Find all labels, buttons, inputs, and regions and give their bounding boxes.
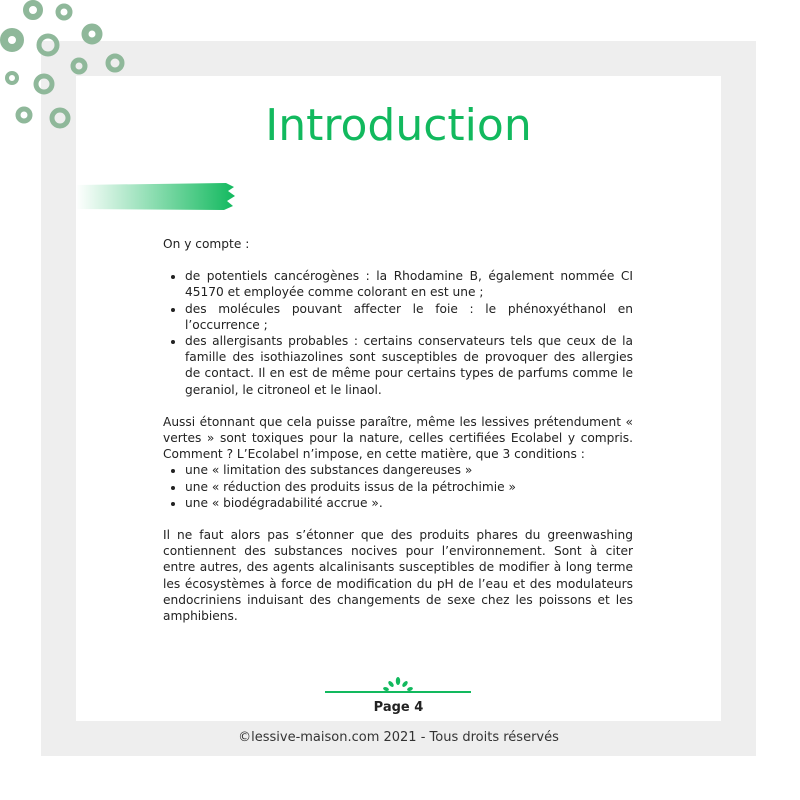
list-item: • une « limitation des substances dangereuses » [185,462,633,478]
sprout-divider-icon [325,676,471,696]
body-text [163,236,633,624]
ecolabel-paragraph: Aussi étonnant que cela puisse paraître, même les lessives prétendument « vertes » sont toxiques pour la nature, celles certifiées Ecolabel y compris. Comment ? L’Ecolabel n’impose, en cette matière, que 3 conditions : [163,414,633,462]
list-item: • de potentiels cancérogènes : la Rhodamine B, également nommée CI 45170 et employée comme colorant en est une ; [185,268,633,300]
list-item: • des molécules pouvant affecter le foie : le phénoxyéthanol en l’occurrence ; [185,301,633,333]
greenwashing-paragraph: Il ne faut alors pas s’étonner que des produits phares du greenwashing contiennent des substances nocives pour l’environnement. Sont à citer entre autres, des agents alcalinisants susceptibles de modifier à long terme les écosystèmes à force de modification du pH de l’eau et des modulateurs endocriniens induisant des changements de sexe chez les poissons et les amphibiens. [163,528,633,624]
brush-stroke-decoration [76,182,236,212]
intro-text: On y compte : [163,237,250,251]
page-title: Introduction [265,100,532,151]
list-item: • des allergisants probables : certains conservateurs tels que ceux de la famille des isothiazolines sont susceptibles de provoquer des allergies de contact. Il en est de même pour certains types de parfums comme le geraniol, le citroneol et le linaol. [185,333,633,398]
list-item: • une « réduction des produits issus de la pétrochimie » [185,479,633,495]
conditions-list [163,462,633,511]
list-item: • une « biodégradabilité accrue ». [185,495,633,511]
page-number: Page 4 [373,700,424,715]
risk-list [163,268,633,398]
copyright-footer: ©lessive-maison.com 2021 - Tous droits réservés [238,730,559,745]
